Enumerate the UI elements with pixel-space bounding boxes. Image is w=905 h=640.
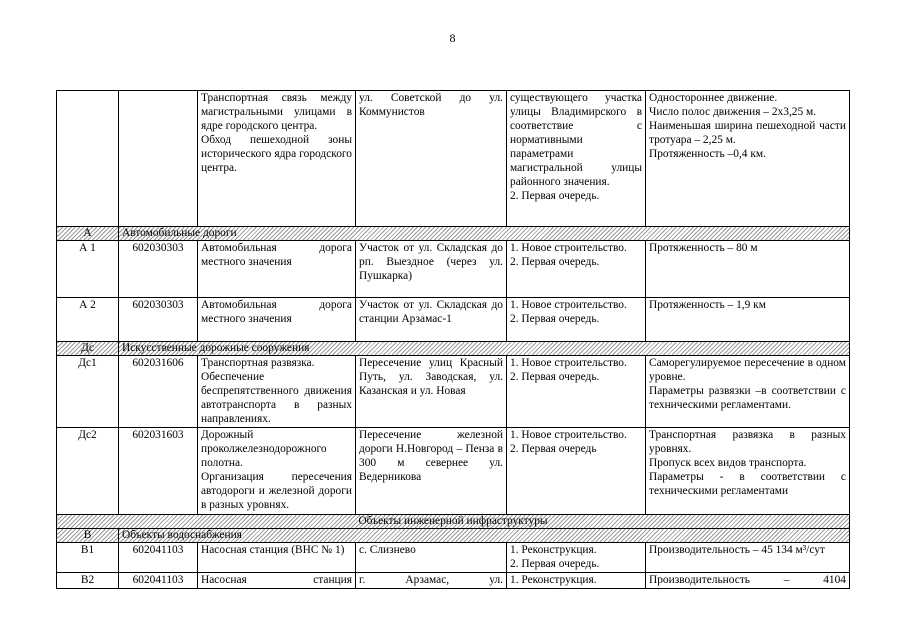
row-status: 1. Реконструкция. (507, 573, 646, 589)
row-location: Участок от ул. Складская до станции Арзамас-1 (356, 298, 507, 342)
table-row (57, 241, 850, 298)
row-id: Дс2 (57, 428, 119, 515)
row-code (119, 91, 198, 227)
table-row (57, 573, 850, 589)
row-name: Транспортная связь между магистральными улицами в ядре городского центра. Обход пешеходной зоны исторического ядра городского центра. (198, 91, 356, 227)
table-row (57, 298, 850, 342)
row-id: В1 (57, 543, 119, 573)
row-name: Автомобильная дорога местного значения (198, 241, 356, 298)
section-title: Автомобильные дороги (119, 227, 850, 241)
row-id: Дс1 (57, 356, 119, 428)
planning-table (56, 90, 850, 589)
section-id: А (57, 227, 119, 241)
row-id: В2 (57, 573, 119, 589)
section-row (57, 515, 850, 529)
row-location: г. Арзамас, ул. (356, 573, 507, 589)
section-row (57, 529, 850, 543)
row-status: 1. Новое строительство. 2. Первая очередь. (507, 298, 646, 342)
row-name: Насосная станция (198, 573, 356, 589)
row-id: А 1 (57, 241, 119, 298)
table-row (57, 356, 850, 428)
row-code: 602031603 (119, 428, 198, 515)
row-code: 602041103 (119, 543, 198, 573)
row-id (57, 91, 119, 227)
row-id: А 2 (57, 298, 119, 342)
table-row (57, 543, 850, 573)
row-status: 1. Новое строительство. 2. Первая очередь. (507, 356, 646, 428)
row-params: Производительность – 4104 (646, 573, 850, 589)
row-status: 1. Новое строительство. 2. Первая очередь (507, 428, 646, 515)
table-row (57, 428, 850, 515)
row-location: Участок от ул. Складская до рп. Выездное (через ул. Пушкарка) (356, 241, 507, 298)
row-location: ул. Советской до ул. Коммунистов (356, 91, 507, 227)
row-params: Саморегулируемое пересечение в одном уровне. Параметры развязки –в соответствии с техническими регламентами. (646, 356, 850, 428)
row-status: 1. Реконструкция. 2. Первая очередь. (507, 543, 646, 573)
row-location: Пересечение железной дороги Н.Новгород – Пенза в 300 м севернее ул. Ведерникова (356, 428, 507, 515)
section-row (57, 342, 850, 356)
row-status: 1. Новое строительство. 2. Первая очередь. (507, 241, 646, 298)
row-params: Транспортная развязка в разных уровнях. Пропуск всех видов транспорта. Параметры - в соответствии с техническими регламентами (646, 428, 850, 515)
row-name: Автомобильная дорога местного значения (198, 298, 356, 342)
section-id: В (57, 529, 119, 543)
section-row (57, 227, 850, 241)
section-title: Искусственные дорожные сооружения (119, 342, 850, 356)
section-title: Объекты инженерной инфраструктуры (57, 515, 850, 529)
row-code: 602030303 (119, 241, 198, 298)
row-location: с. Слизнево (356, 543, 507, 573)
page-number: 8 (449, 31, 456, 45)
row-code: 602031606 (119, 356, 198, 428)
row-params: Производительность – 45 134 м³/сут (646, 543, 850, 573)
row-status: существующего участка улицы Владимирского в соответствие с нормативными параметрами магистральной улицы районного значения. 2. Первая очередь. (507, 91, 646, 227)
row-code: 602041103 (119, 573, 198, 589)
row-location: Пересечение улиц Красный Путь, ул. Заводская, ул. Казанская и ул. Новая (356, 356, 507, 428)
row-name: Дорожный проколжелезнодорожного полотна. Организация пересечения автодороги и железной дороги в разных уровнях. (198, 428, 356, 515)
row-name: Насосная станция (ВНС № 1) (198, 543, 356, 573)
section-title: Объекты водоснабжения (119, 529, 850, 543)
row-name: Транспортная развязка. Обеспечение беспрепятственного движения автотранспорта в разных направлениях. (198, 356, 356, 428)
row-params: Протяженность – 80 м (646, 241, 850, 298)
section-id: Дс (57, 342, 119, 356)
row-code: 602030303 (119, 298, 198, 342)
row-params: Одностороннее движение. Число полос движения – 2х3,25 м. Наименьшая ширина пешеходной части тротуара – 2,25 м. Протяженность –0,4 км. (646, 91, 850, 227)
row-params: Протяженность – 1,9 км (646, 298, 850, 342)
table-row (57, 91, 850, 227)
